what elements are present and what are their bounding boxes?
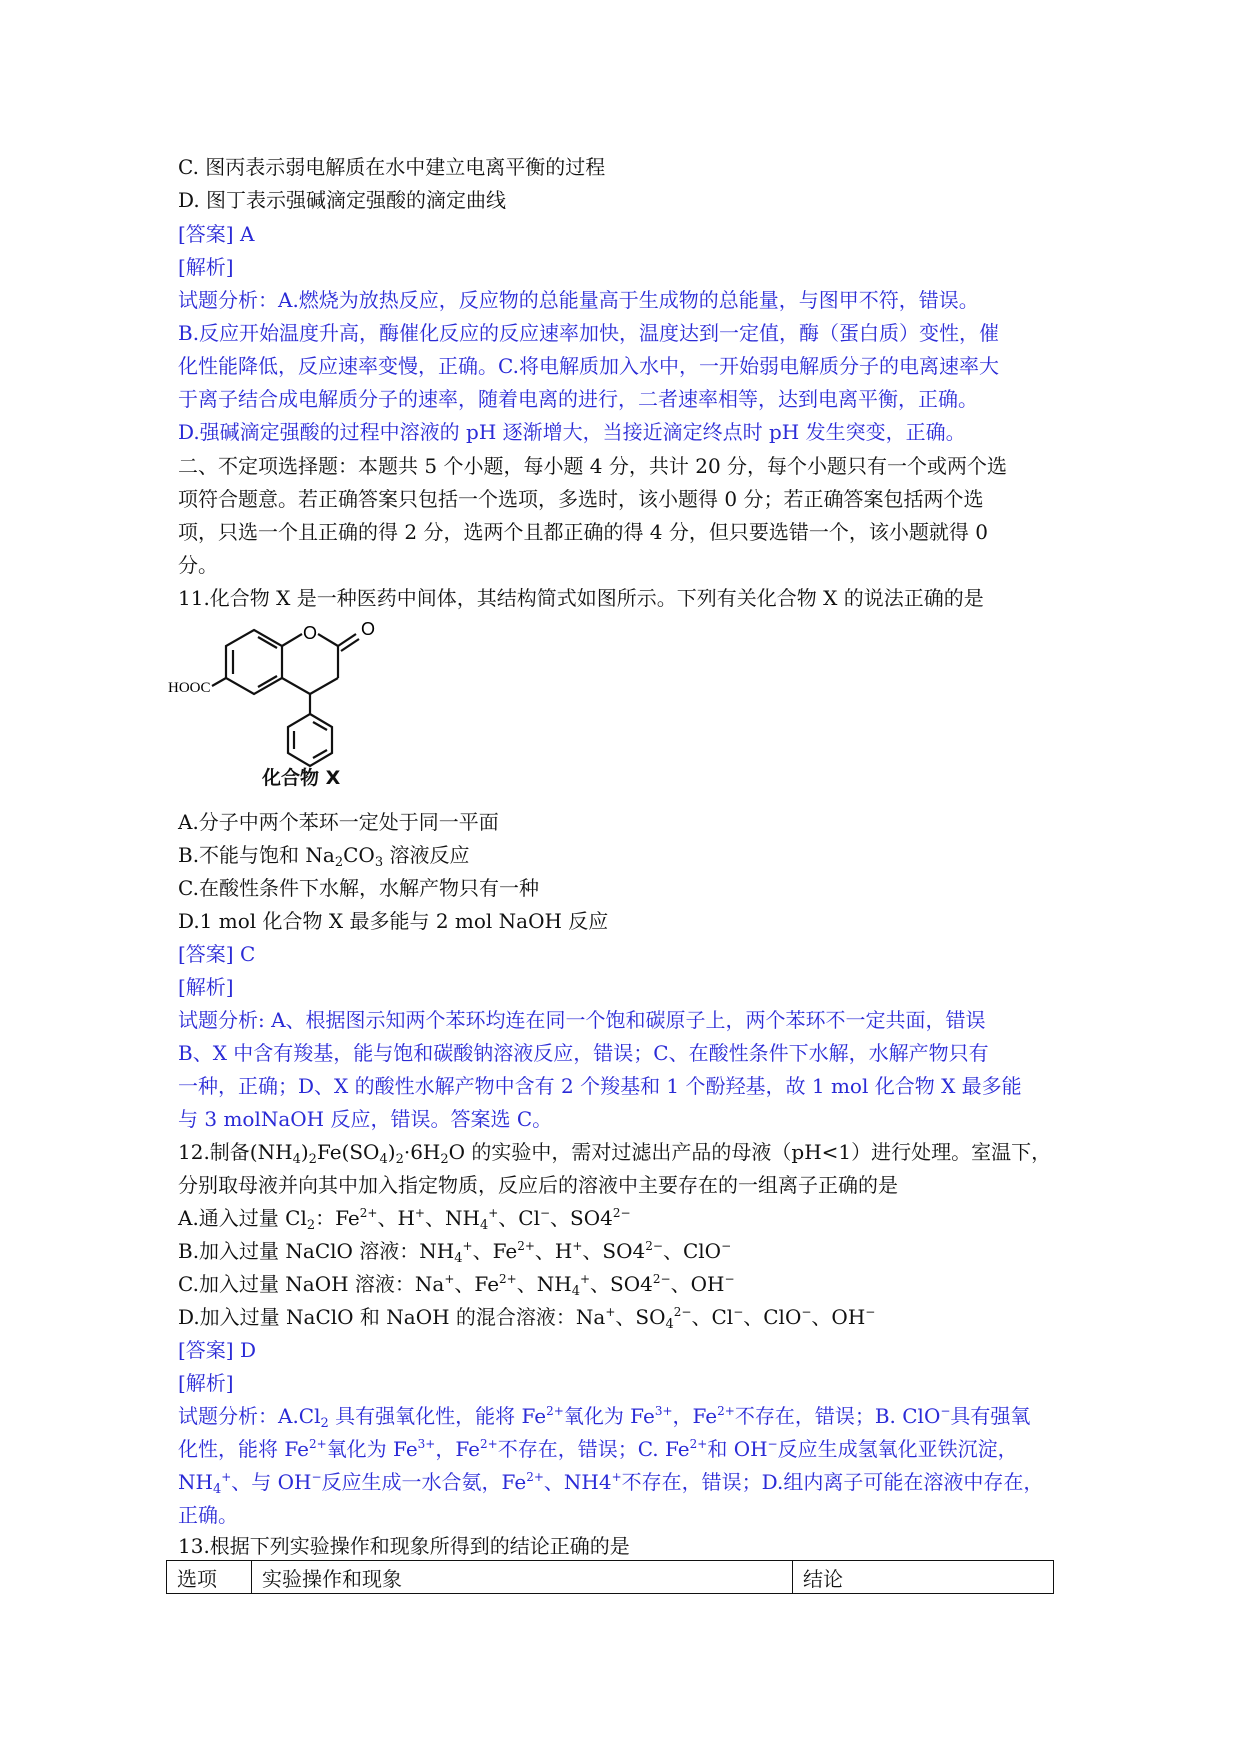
section-heading: 二、不定项选择题：本题共 5 个小题，每小题 4 分，共计 20 分，每个小题只有一个或两个选: [178, 454, 1008, 478]
section-heading: 项，只选一个且正确的得 2 分，选两个且都正确的得 4 分，但只要选错一个，该小题就得 0: [178, 520, 988, 544]
q11-option-b: B.不能与饱和 $Na_2CO_3$ 溶液反应: [178, 843, 470, 870]
analysis-line: $NH_4^+$、与 OH−反应生成一水合氨，$Fe^{2+}$、NH4+不存在，错误；D.组内离子可能在溶液中存在，: [178, 1470, 1044, 1497]
hooc-label: HOOC: [168, 680, 211, 696]
q11-option-a: A.分子中两个苯环一定处于同一平面: [178, 810, 499, 834]
answer-label: [答案] C: [178, 942, 256, 966]
analysis-label: [解析]: [178, 1371, 234, 1395]
section-heading: 项符合题意。若正确答案只包括一个选项，多选时，该小题得 0 分；若正确答案包括两个选: [178, 487, 984, 511]
analysis-line: 试题分析：$A.Cl_2$ 具有强氧化性，能将 $Fe^{2+}$氧化为 $Fe^{3+}$，$Fe^{2+}$不存在，错误；B. ClO−具有强氧: [178, 1404, 1031, 1431]
table-header-row: [167, 1561, 1054, 1594]
answer-label: [答案] A: [178, 222, 255, 246]
question-12: 12.制备$(NH_4)_2Fe(SO_4)_2\cdot 6H_2O$ 的实验中，需对过滤出产品的母液（pH<1）进行处理。室温下，: [178, 1140, 1052, 1167]
analysis-line: 一种，正确；D、X 的酸性水解产物中含有 2 个羧基和 1 个酚羟基，故 1 mol 化合物 X 最多能: [178, 1074, 1022, 1098]
analysis-line: 化性能降低，反应速率变慢，正确。C.将电解质加入水中，一开始弱电解质分子的电离速率大: [178, 354, 999, 378]
analysis-line: 试题分析: A、根据图示知两个苯环均连在同一个饱和碳原子上，两个苯环不一定共面，错误: [178, 1008, 986, 1032]
q11-option-d: D.1 mol 化合物 X 最多能与 2 mol NaOH 反应: [178, 909, 609, 933]
analysis-line: 正确。: [178, 1503, 238, 1527]
table-header-cell: 选项: [167, 1561, 252, 1594]
q12-option-a: A.通入过量 $Cl_2$：$Fe^{2+}$、H+、$NH_4^+$、Cl−、$SO4^{2-}$: [178, 1206, 631, 1233]
question-13: 13.根据下列实验操作和现象所得到的结论正确的是: [178, 1534, 630, 1558]
carbonyl-oxygen: O: [360, 619, 376, 639]
figure-caption: 化合物 X: [262, 767, 341, 789]
experiment-table: [166, 1560, 1054, 1594]
answer-label: [答案] D: [178, 1338, 256, 1362]
analysis-line: B、X 中含有羧基，能与饱和碳酸钠溶液反应，错误；C、在酸性条件下水解，水解产物只有: [178, 1041, 989, 1065]
q11-option-c: C.在酸性条件下水解，水解产物只有一种: [178, 876, 539, 900]
ring-oxygen: O: [302, 623, 318, 643]
analysis-label: [解析]: [178, 255, 234, 279]
benzo-ring: [226, 630, 282, 694]
analysis-line: 于离子结合成电解质分子的速率，随着电离的进行，二者速率相等，达到电离平衡，正确。: [178, 387, 978, 411]
option-d-text: D. 图丁表示强碱滴定强酸的滴定曲线: [178, 188, 507, 212]
question-12-cont: 分别取母液并向其中加入指定物质，反应后的溶液中主要存在的一组离子正确的是: [178, 1173, 898, 1197]
q12-option-b: B.加入过量 NaClO 溶液：$NH_4^+$、$Fe^{2+}$、H+、$SO4^{2-}$、ClO−: [178, 1239, 732, 1266]
analysis-line: 试题分析：A.燃烧为放热反应，反应物的总能量高于生成物的总能量，与图甲不符，错误。: [178, 288, 979, 312]
q12-option-c: C.加入过量 NaOH 溶液：Na+、$Fe^{2+}$、$NH_4^+$、$SO4^{2-}$、OH−: [178, 1272, 735, 1299]
option-c-text: C. 图丙表示弱电解质在水中建立电离平衡的过程: [178, 155, 606, 179]
question-11: 11.化合物 X 是一种医药中间体，其结构简式如图所示。下列有关化合物 X 的说法正确的是: [178, 586, 984, 610]
table-header-cell: 结论: [793, 1561, 1054, 1594]
table-header-cell: 实验操作和现象: [252, 1561, 793, 1594]
analysis-line: 化性，能将 $Fe^{2+}$氧化为 $Fe^{3+}$，$Fe^{2+}$不存在，错误；C. $Fe^{2+}$和 OH−反应生成氢氧化亚铁沉淀，: [178, 1437, 1018, 1461]
analysis-label: [解析]: [178, 975, 234, 999]
analysis-line: B.反应开始温度升高，酶催化反应的反应速率加快，温度达到一定值，酶（蛋白质）变性，催: [178, 321, 1000, 345]
analysis-line: 与 3 molNaOH 反应，错误。答案选 C。: [178, 1107, 553, 1131]
q12-option-d: D.加入过量 NaClO 和 NaOH 的混合溶液：Na+、$SO_4^{2-}$、Cl−、ClO−、OH−: [178, 1305, 876, 1332]
section-heading: 分。: [178, 553, 218, 577]
analysis-line: D.强碱滴定强酸的过程中溶液的 pH 逐渐增大，当接近滴定终点时 pH 发生突变，正确。: [178, 420, 966, 444]
